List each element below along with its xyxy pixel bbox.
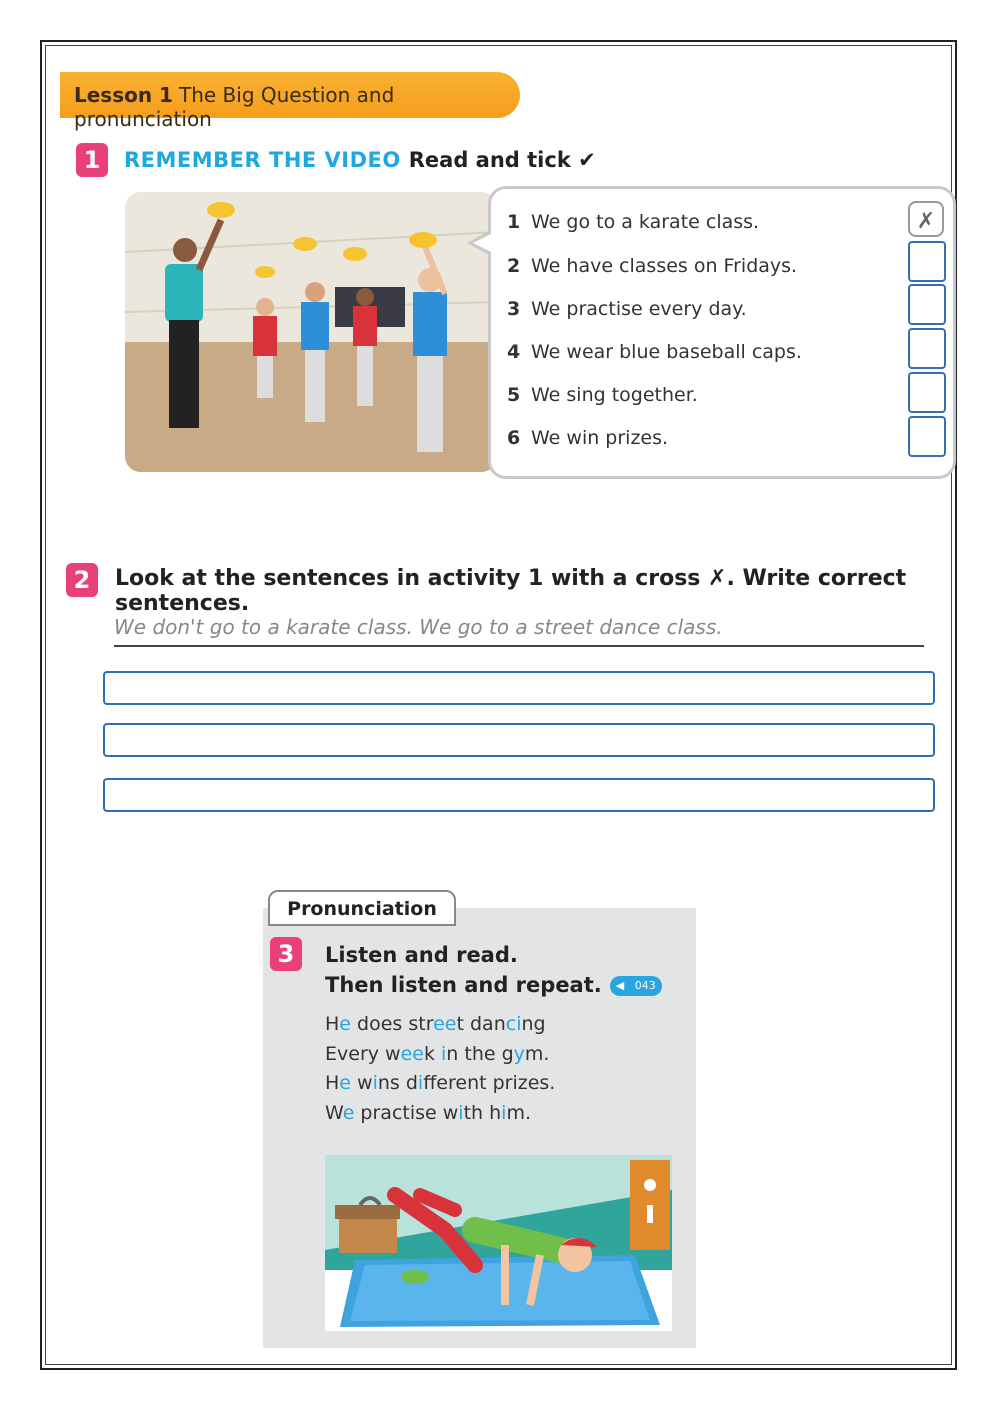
tickbox-3[interactable] — [908, 284, 946, 325]
sentence-5: 5 We sing together. — [507, 384, 698, 406]
lesson-banner — [60, 72, 520, 131]
example-answer: We don't go to a karate class. We go to a street dance class. — [114, 615, 924, 647]
poem-line-1: He does street dancing — [325, 1013, 546, 1035]
activity-3-number: 3 — [270, 937, 302, 971]
poem — [325, 1010, 555, 1128]
sentence-3: 3 We practise every day. — [507, 298, 747, 320]
sentence-2: 2 We have classes on Fridays. — [507, 255, 798, 277]
tickbox-1[interactable]: ✗ — [908, 201, 944, 237]
sentence-4: 4 We wear blue baseball caps. — [507, 341, 802, 363]
dance-class-photo — [125, 192, 497, 472]
answer-field-2[interactable] — [103, 723, 935, 757]
lesson-title: Lesson 1 The Big Question and pronunciation — [74, 83, 395, 131]
tickbox-4[interactable] — [908, 328, 946, 369]
poem-line-4: We practise with him. — [325, 1101, 531, 1124]
activity-1-number: 1 — [76, 143, 108, 177]
poem-line-2: Every week in the gym. — [325, 1042, 550, 1065]
tickbox-6[interactable] — [908, 416, 946, 457]
poem-line-3: He wins different prizes. — [325, 1072, 556, 1094]
tickbox-5[interactable] — [908, 372, 946, 413]
activity-3-instructions: Listen and read. Then listen and repeat.◀ 043 — [325, 940, 662, 1000]
pronunciation-tab: Pronunciation — [268, 890, 456, 926]
sentence-box — [488, 186, 956, 479]
answer-field-3[interactable] — [103, 778, 935, 812]
sentence-1: 1 We go to a karate class. — [507, 211, 760, 233]
activity-2-number: 2 — [66, 563, 98, 597]
activity-2-heading: Look at the sentences in activity 1 with a cross ✗. Write correct sentences. — [115, 566, 907, 616]
answer-field-1[interactable] — [103, 671, 935, 705]
sentence-6: 6 We win prizes. — [507, 427, 669, 449]
tickbox-2[interactable] — [908, 241, 946, 282]
activity-1-heading: REMEMBER THE VIDEO Read and tick ✔ — [124, 148, 596, 172]
audio-icon[interactable]: ◀ 043 — [610, 976, 662, 996]
breakdancer-illustration — [325, 1155, 672, 1331]
